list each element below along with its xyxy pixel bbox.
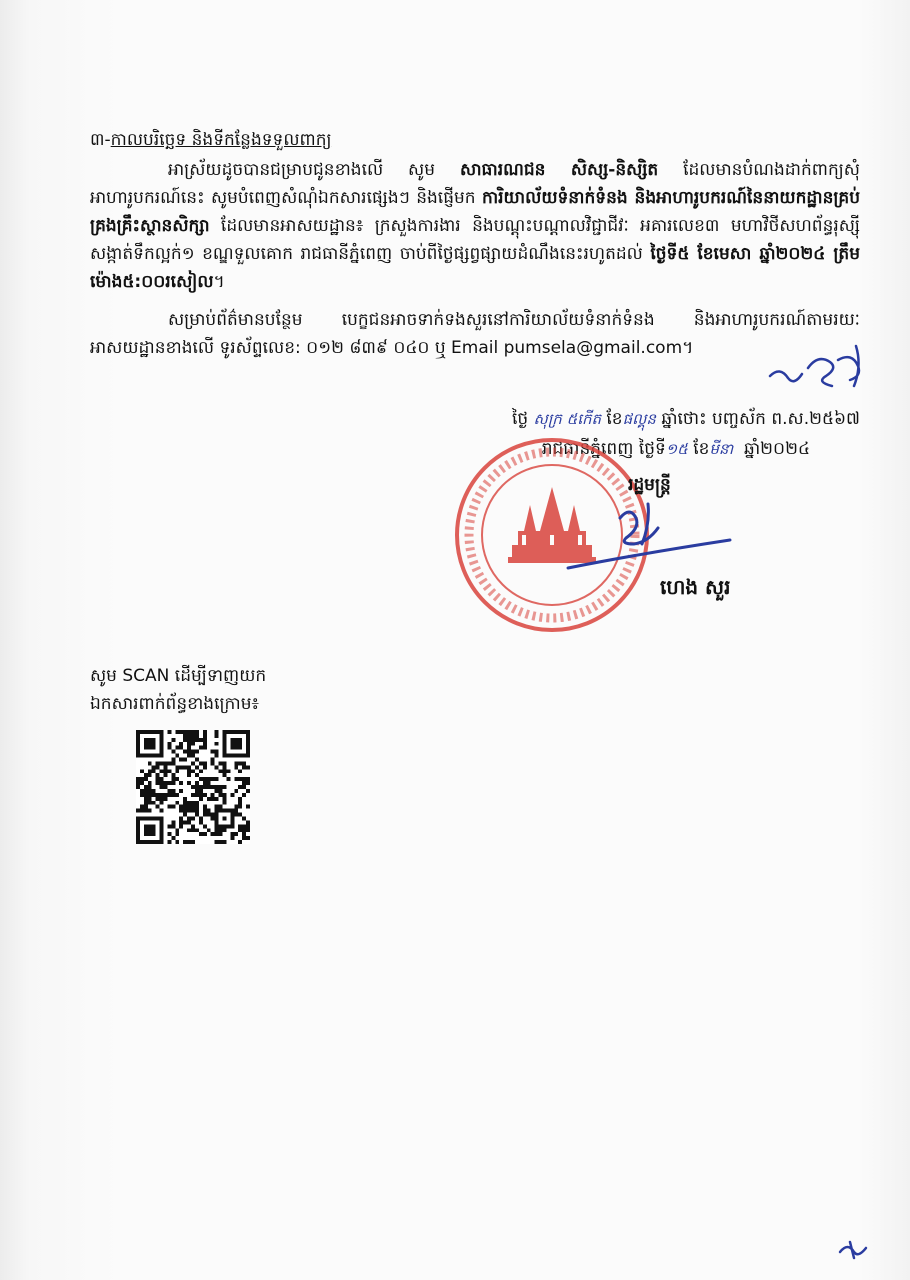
initial-mark [836,1238,870,1262]
solar-prefix: រាជធានីភ្នំពេញ ថ្ងៃទី [541,439,666,459]
solar-day-handwritten: ១៥ [665,440,688,458]
minister-title: រដ្ឋមន្ត្រី [628,475,671,495]
handwritten-annotation [760,338,880,408]
p1-text-2: ដែលមានបំណងដាក់ពាក្យសុំអាហារូបករណ៍នេះ សូមបំពេញសំណុំឯកសារផ្សេងៗ និងផ្ញើមក [90,160,860,208]
scan-line-2: ឯកសារពាក់ព័ន្ធខាងក្រោម៖ [90,694,260,714]
lunar-month-handwritten: ផល្គុន [622,410,656,428]
section-heading [90,126,860,154]
paragraph-contact: សម្រាប់ព័ត៌មានបន្ថែម បេក្ខជនអាចទាក់ទងសួរនៅការិយាល័យទំនាក់ទំនង និងអាហារូបករណ៍តាមរយៈអាសយដ្ឋានខាងលើ ទូរស័ព្ទលេខ: ០១២ ៨៣៩ ០៤០ ឬ Email pumsela@gmail.com។ [90,310,860,358]
p1-text-4: ។ [213,272,225,292]
paragraph-submission [90,156,860,296]
solar-month-label: ខែ [693,439,710,459]
p1-bold-2: ការិយាល័យទំនាក់ទំនង និងអាហារូបករណ៍នៃនាយកដ្ឋានគ្រប់គ្រងគ្រឹះស្ថានសិក្សា [90,188,861,236]
solar-year: ឆ្នាំ២០២៤ [744,439,810,459]
section-number: ៣- [90,130,111,150]
lunar-prefix: ថ្ងៃ [511,409,529,429]
p1-text-3: ដែលមានអាសយដ្ឋាន៖ ក្រសួងការងារ និងបណ្តុះបណ្តាលវិជ្ជាជីវៈ អគារលេខ៣ មហាវិថីសហព័ន្ធរុស្ស៊ី សង្កាត់ទឹកល្អក់១ ខណ្ឌទួលគោក រាជធានីភ្នំពេញ ចាប់ពីថ្ងៃផ្សព្វផ្សាយដំណឹងនេះរហូតដល់ [90,216,860,264]
p1-bold-3: ថ្ងៃទី៥ ខែមេសា ឆ្នាំ២០២៤ ត្រឹមម៉ោង៥:០០រសៀល [90,244,860,292]
section-title: កាលបរិច្ឆេទ និងទីកន្លែងទទួលពាក្យ [110,130,332,150]
scan-line-1: សូម SCAN ដើម្បីទាញយក [90,666,267,686]
lunar-date-line [380,404,860,434]
scan-instruction [90,662,266,718]
p1-text-1: អាស្រ័យដូចបានជម្រាបជូនខាងលើ សូម [168,160,460,180]
lunar-year: ឆ្នាំថោះ បញ្ចស័ក ព.ស.២៥៦៧ [661,409,860,429]
section-3 [90,126,860,362]
lunar-day-handwritten: សុក្រ ៥កើត [533,410,601,428]
p1-bold-1: សាធារណជន សិស្ស-និស្សិត [459,160,659,180]
lunar-month-label: ខែ [606,409,623,429]
qr-code[interactable] [136,730,250,844]
minister-name: ហេង សួរ [660,575,731,599]
solar-month-handwritten: មីនា [709,440,734,458]
